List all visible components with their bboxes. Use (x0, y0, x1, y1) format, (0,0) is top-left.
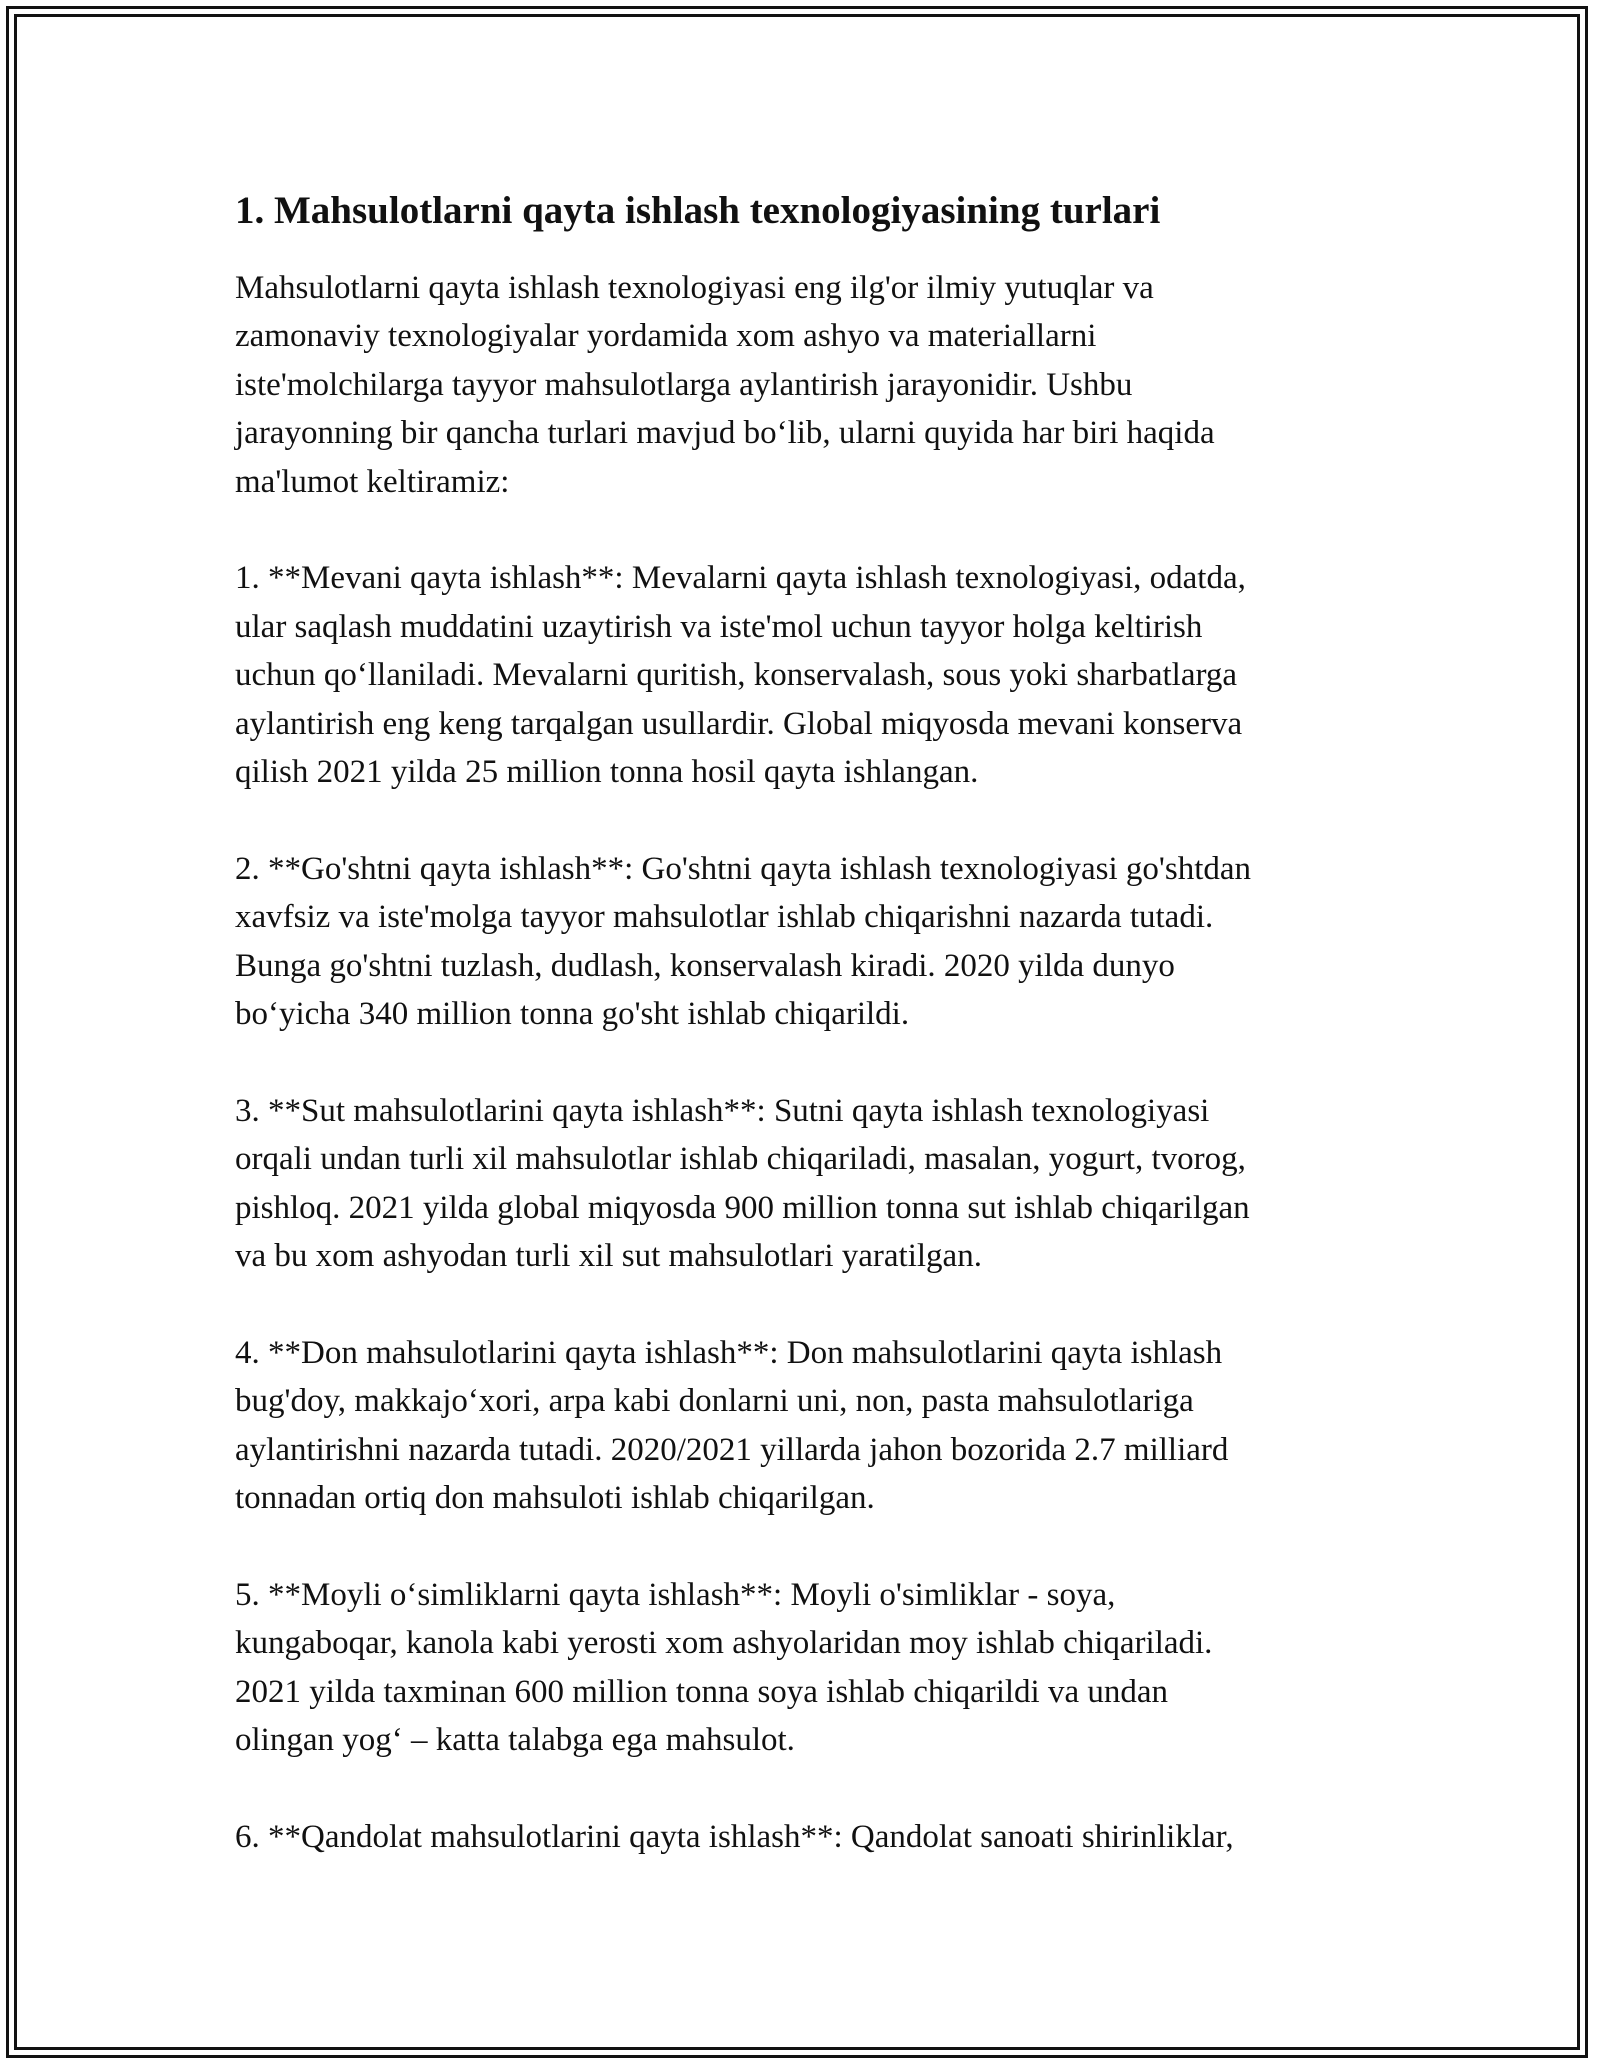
meat-processing-paragraph: 2. **Go'shtni qayta ishlash**: Go'shtni qayta ishlash texnologiyasi go'shtdan xavfsiz va iste'molga tayyor mahsulotlar ishlab chiqarishni nazarda tutadi. Bunga go'shtni tuzlash, dudlash, konservalash kiradi. 2020 yilda dunyo bo‘yicha 340 million tonna go'sht ishlab chiqarildi. (235, 850, 1252, 1033)
document-body (235, 186, 1395, 1861)
dairy-processing-paragraph: 3. **Sut mahsulotlarini qayta ishlash**: Sutni qayta ishlash texnologiyasi orqali undan turli xil mahsulotlar ishlab chiqariladi, masalan, yogurt, tvorog, pishloq. 2021 yilda global miqyosda 900 million tonna sut ishlab chiqarilgan va bu xom ashyodan turli xil sut mahsulotlari yaratilgan. (235, 1092, 1250, 1275)
oilseed-processing-paragraph: 5. **Moyli o‘simliklarni qayta ishlash**: Moyli o'simliklar - soya, kungaboqar, kanola kabi yerosti xom ashyolaridan moy ishlab chiqariladi. 2021 yilda taxminan 600 million tonna soya ishlab chiqarildi va undan olingan yog‘ – katta talabga ega mahsulot. (235, 1576, 1213, 1759)
grain-processing-paragraph: 4. **Don mahsulotlarini qayta ishlash**: Don mahsulotlarini qayta ishlash bug'doy, makkajo‘xori, arpa kabi donlarni uni, non, pasta mahsulotlariga aylantirishni nazarda tutadi. 2020/2021 yillarda jahon bozorida 2.7 milliard tonnadan ortiq don mahsuloti ishlab chiqarilgan. (235, 1334, 1229, 1517)
confectionery-processing-paragraph: 6. **Qandolat mahsulotlarini qayta ishlash**: Qandolat sanoati shirinliklar, (235, 1818, 1234, 1855)
intro-paragraph: Mahsulotlarni qayta ishlash texnologiyasi eng ilg'or ilmiy yutuqlar va zamonaviy texnologiyalar yordamida xom ashyo va materiallarni iste'molchilarga tayyor mahsulotlarga aylantirish jarayonidir. Ushbu jarayonning bir qancha turlari mavjud bo‘lib, ularni quyida har biri haqida ma'lumot keltiramiz: (235, 270, 1215, 500)
document-title: 1. Mahsulotlarni qayta ishlash texnologiyasining turlari (235, 189, 1161, 232)
fruit-processing-paragraph: 1. **Mevani qayta ishlash**: Mevalarni qayta ishlash texnologiyasi, odatda, ular saqlash muddatini uzaytirish va iste'mol uchun tayyor holga keltirish uchun qo‘llaniladi. Mevalarni quritish, konservalash, sous yoki sharbatlarga aylantirish eng keng tarqalgan usullardir. Global miqyosda mevani konserva qilish 2021 yilda 25 million tonna hosil qayta ishlangan. (235, 560, 1246, 791)
